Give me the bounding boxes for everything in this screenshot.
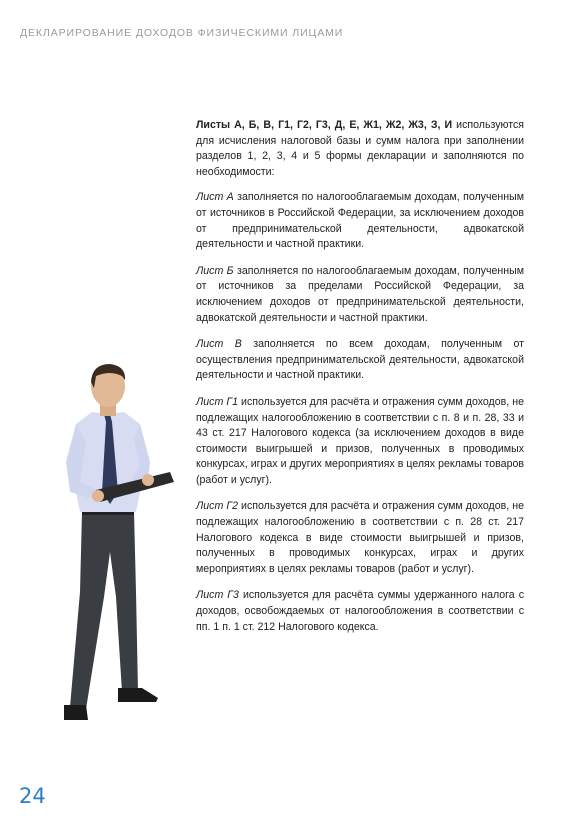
sheet-v-name: Лист В [196, 338, 242, 351]
sheet-a-text: заполняется по налогооблагаемым доходам, полученным от источников в Российской Федерации, за исключением доходов от предпринимательской деятельности, адвокатской деятельности и частной практики. [196, 191, 524, 251]
sheet-description-text [196, 118, 524, 646]
intro-paragraph [196, 118, 524, 180]
sheet-g3-paragraph [196, 588, 524, 635]
sheet-g2-text: используется для расчёта и отражения сумм доходов, не подлежащих налогообложению в соответствии с п. 28 ст. 217 Налогового кодекса в виде стоимости выигрышей и призов, полученных в проводимых конкурсах, играх и других мероприятиях в целях рекламы товаров (работ и услуг). [196, 500, 525, 575]
sheet-v-text: заполняется по всем доходам, полученным от осуществления предпринимательской деятельности, адвокатской деятельности и частной практики. [196, 338, 524, 382]
page-number: 24 [19, 784, 46, 808]
sheet-g3-text: используется для расчёта суммы удержанного налога с доходов, освобождаемых от налогообложения в соответствии с пп. 1 п. 1 ст. 212 Налогового кодекса. [196, 589, 524, 633]
sheet-b-text: заполняется по налогооблагаемым доходам, полученным от источников за пределами Российской Федерации, за исключением доходов от предпринимательской деятельности, адвокатской деятельности и частной практики. [196, 264, 524, 324]
sheet-a-paragraph [196, 190, 524, 252]
sheet-v-paragraph [196, 337, 524, 384]
intro-text: используются для исчисления налоговой базы и сумм налога при заполнении разделов 1, 2, 3, 4 и 5 формы декларации и заполняются по необходимости: [196, 119, 524, 178]
sheet-g1-name: Лист Г1 [196, 395, 238, 408]
sheet-g3-name: Лист Г3 [196, 589, 239, 602]
businessman-illustration [52, 362, 192, 724]
sheet-g1-paragraph [196, 395, 524, 489]
sheet-b-paragraph [196, 264, 524, 326]
sheet-a-name: Лист А [196, 191, 234, 204]
sheet-g2-paragraph [196, 499, 524, 577]
sheet-b-name: Лист Б [196, 264, 234, 277]
sheet-g1-text: используется для расчёта и отражения сумм доходов, не подлежащих налогообложению в соответствии с п. 8 и п. 28, 33 и 43 ст. 217 Налогового кодекса (за исключением доходов в виде стоимости выигрышей и призов, полученных в проводимых конкурсах, играх и других мероприятиях в целях рекламы товаров (работ и услуг). [196, 395, 525, 486]
running-header: ДЕКЛАРИРОВАНИЕ ДОХОДОВ ФИЗИЧЕСКИМИ ЛИЦАМИ [20, 27, 344, 39]
sheet-g2-name: Лист Г2 [196, 500, 238, 513]
sheet-list-bold: Листы А, Б, В, Г1, Г2, Г3, Д, Е, Ж1, Ж2, Ж3, З, И [196, 119, 453, 131]
